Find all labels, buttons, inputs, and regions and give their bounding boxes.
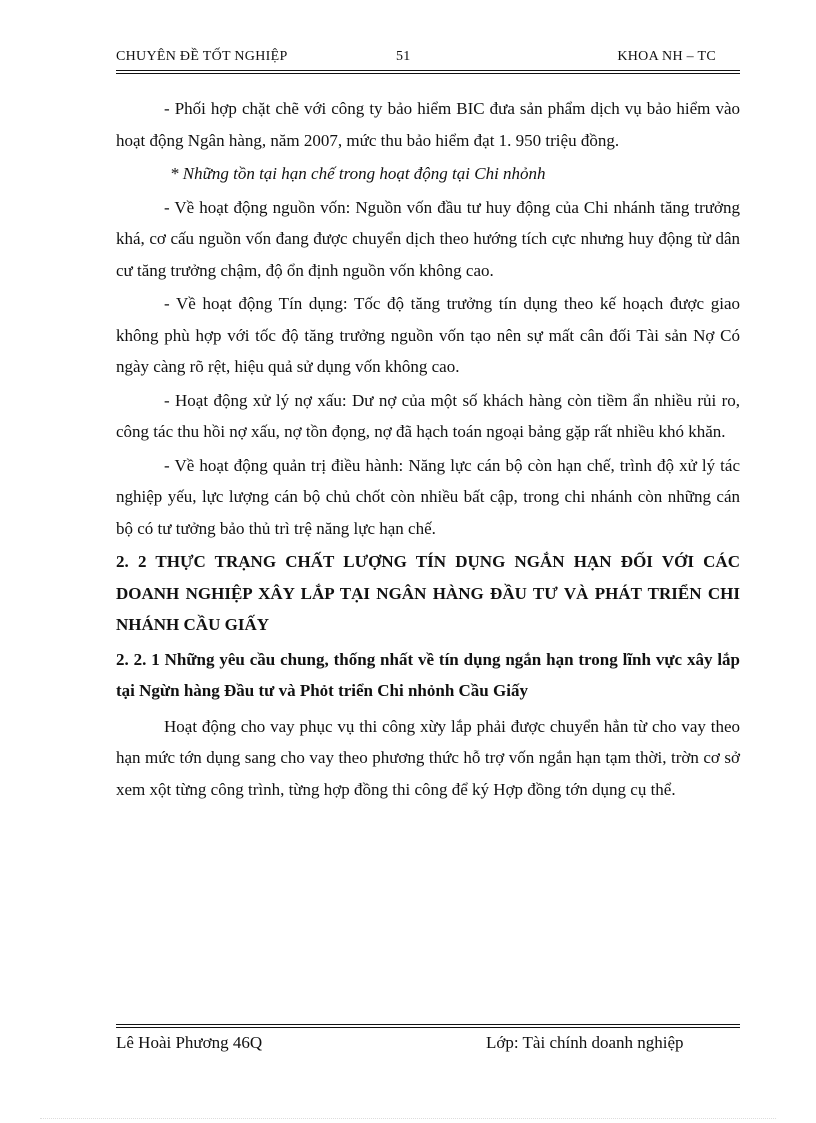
paragraph-bic-insurance: - Phối hợp chặt chẽ với công ty bảo hiểm BIC đưa sản phẩm dịch vụ bảo hiểm vào hoạt động Ngân hàng, năm 2007, mức thu bảo hiểm đạt 1. 950 triệu đồng. <box>116 99 740 150</box>
page-edge-line <box>40 1118 776 1119</box>
header-title: CHUYÊN ĐỀ TỐT NGHIỆP <box>116 49 288 64</box>
paragraph-bad-debt: - Hoạt động xử lý nợ xấu: Dư nợ của một số khách hàng còn tiềm ẩn nhiều rủi ro, công tác thu hồi nợ xấu, nợ tồn đọng, nợ đã hạch toán ngoại bảng gặp rất nhiều khó khăn. <box>116 390 740 441</box>
header-rule <box>116 70 740 71</box>
header-department: KHOA NH – TC <box>617 49 716 64</box>
footer-rule-2 <box>116 1027 740 1028</box>
paragraph-management: - Về hoạt động quản trị điều hành: Năng lực cán bộ còn hạn chế, trình độ xử lý tác nghiệp yếu, lực lượng cán bộ chủ chốt còn nhiều bất cập, trong chi nhánh còn những cán bộ có tư tưởng bảo thủ trì trệ năng lực hạn chế. <box>116 455 740 538</box>
paragraph-capital: - Về hoạt động nguồn vốn: Nguồn vốn đầu tư huy động của Chi nhánh tăng trưởng khá, cơ cấu nguồn vốn đang được chuyển dịch theo hướng tích cực nhưng huy động từ dân cư tăng trưởng chậm, độ ổn định nguồn vốn không cao. <box>116 197 740 280</box>
footer-author: Lê Hoài Phương 46Q <box>116 1033 263 1052</box>
page-header <box>116 49 740 69</box>
footer-rule <box>116 1024 740 1025</box>
section-heading: 2. 2 THỰC TRẠNG CHẤT LƯỢNG TÍN DỤNG NGẮN HẠN ĐỐI VỚI CÁC DOANH NGHIỆP XÂY LẮP TẠI NGÂN HÀNG ĐẦU TƯ VÀ PHÁT TRIỂN CHI NHÁNH CẦU GIẤY <box>116 552 740 634</box>
header-rule-2 <box>116 73 740 74</box>
paragraph-credit: - Về hoạt động Tín dụng: Tốc độ tăng trưởng tín dụng theo kế hoạch được giao không phù hợp với tốc độ tăng trưởng nguồn vốn tạo nên sự mất cân đối Tài sản Nợ Có ngày càng rõ rệt, hiệu quả sử dụng vốn không cao. <box>116 294 740 376</box>
paragraph-lending: Hoạt động cho vay phục vụ thi công xừy lắp phải được chuyển hẳn từ cho vay theo hạn mức tớn dụng sang cho vay theo phương thức hỗ trợ vốn ngắn hạn tạm thời, trờn cơ sở xem xột từng công trình, từng hợp đồng thi công để ký Hợp đồng tớn dụng cụ thể. <box>116 716 740 799</box>
section-note-limitations: * Những tồn tại hạn chế trong hoạt động tại Chi nhỏnh <box>170 164 546 183</box>
page-number: 51 <box>396 49 411 64</box>
page-body <box>116 93 740 807</box>
subsection-heading: 2. 2. 1 Những yêu cầu chung, thống nhất về tín dụng ngắn hạn trong lĩnh vực xây lắp tại Ngừn hàng Đầu tư và Phỏt triển Chi nhỏnh Cầu Giấy <box>116 649 740 700</box>
footer-class: Lớp: Tài chính doanh nghiệp <box>486 1033 684 1052</box>
